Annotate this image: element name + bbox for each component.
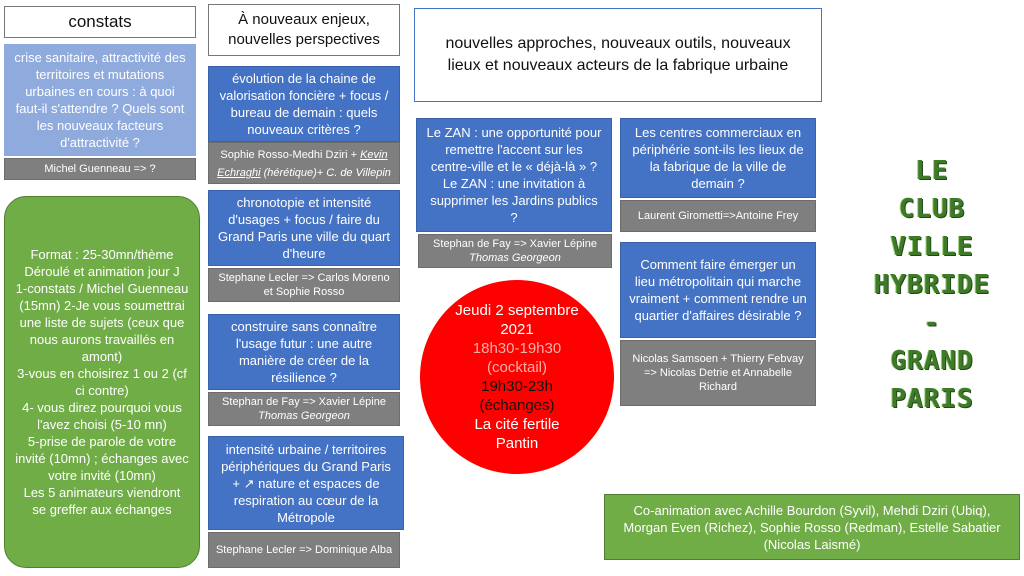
topic-6-text: Les centres commerciaux en périphérie sont-ils les lieux de la fabrique de la ville de demain ? bbox=[632, 125, 804, 191]
topic-1-speaker-guest: Kevin Echraghi bbox=[217, 149, 388, 179]
topic-1-speaker: Sophie Rosso-Medhi Dziri + bbox=[220, 149, 361, 161]
topic-2-speaker-box bbox=[208, 268, 400, 302]
topic-7-speaker-box bbox=[620, 340, 816, 406]
topic-3-speaker-box bbox=[208, 392, 400, 426]
topic-1-box bbox=[208, 66, 400, 142]
topic-5-speaker: Stephan de Fay => Xavier Lépine bbox=[433, 238, 597, 250]
topic-2-text: chronotopie et intensité d'usages + focus / faire du Grand Paris une ville du quart d'heure bbox=[218, 195, 390, 261]
format-line: 5-prise de parole de votre invité (10mn) ; échanges avec votre invité (10mn) bbox=[15, 434, 189, 483]
enjeux-title: À nouveaux enjeux, nouvelles perspectives bbox=[228, 11, 380, 48]
logo-line: LE bbox=[915, 156, 949, 186]
logo-line: - bbox=[923, 308, 941, 338]
approches-title-box bbox=[414, 8, 822, 102]
format-line: 3-vous en choisirez 1 ou 2 (cf ci contre) bbox=[17, 366, 187, 398]
coanimation-box bbox=[604, 494, 1020, 560]
logo-line: GRAND bbox=[890, 346, 974, 376]
format-line: Déroulé et animation jour J bbox=[24, 264, 180, 279]
topic-6-speaker: Laurent Girometti=>Antoine Frey bbox=[637, 210, 799, 222]
club-logo bbox=[858, 140, 1006, 430]
topic-5-box bbox=[416, 118, 612, 232]
constats-box bbox=[4, 44, 196, 156]
constats-title: constats bbox=[68, 12, 132, 31]
topic-7-speaker: Nicolas Samsoen + Thierry Febvay => Nicolas Detrie et Annabelle Richard bbox=[632, 353, 804, 393]
logo-line: VILLE bbox=[890, 232, 974, 262]
topic-3-box bbox=[208, 314, 400, 390]
topic-1-text: évolution de la chaine de valorisation foncière + focus / bureau de demain : quels nouveaux critères ? bbox=[219, 71, 389, 137]
format-line: 1-constats / Michel Guenneau (15mn) 2-Je vous soumettrai une liste de sujets (ceux que nous aurons travaillés en amont) bbox=[15, 281, 189, 364]
topic-7-box bbox=[620, 242, 816, 338]
topic-5-speaker-guest: Thomas Georgeon bbox=[469, 252, 561, 264]
constats-text: crise sanitaire, attractivité des territoires et mutations urbaines en cours : à quoi faut-il s'attendre ? Quels sont les nouveaux facteurs d'attractivité ? bbox=[14, 50, 186, 150]
topic-2-speaker: Stephane Lecler => Carlos Moreno et Sophie Rosso bbox=[218, 272, 390, 298]
event-cocktail: 18h30-19h30 (cocktail) bbox=[472, 340, 562, 376]
topic-4-speaker: Stephane Lecler => Dominique Alba bbox=[215, 544, 393, 556]
logo-line: CLUB bbox=[898, 194, 966, 224]
constats-speaker-box bbox=[4, 158, 196, 180]
event-place: La cité fertile Pantin bbox=[474, 416, 560, 452]
topic-3-text: construire sans connaître l'usage futur : une autre manière de créer de la résilience ? bbox=[231, 319, 377, 385]
topic-6-speaker-box bbox=[620, 200, 816, 232]
topic-7-text: Comment faire émerger un lieu métropolitain qui marche vraiment + comment rendre un quartier d'affaires désirable ? bbox=[629, 257, 807, 323]
topic-5-speaker-box bbox=[418, 234, 612, 268]
topic-4-text: intensité urbaine / territoires périphériques du Grand Paris + ↗ nature et espaces de respiration au cœur de la Métropole bbox=[221, 441, 391, 525]
event-date: Jeudi 2 septembre 2021 bbox=[455, 302, 579, 338]
format-line: 4- vous direz pourquoi vous l'avez choisi (5-10 mn) bbox=[22, 400, 182, 432]
topic-6-box bbox=[620, 118, 816, 198]
coanimation-text: Co-animation avec Achille Bourdon (Syvil), Mehdi Dziri (Ubiq), Morgan Even (Richez), Sophie Rosso (Redman), Estelle Sabatier (Nicolas Laismé) bbox=[623, 502, 1001, 552]
event-circle bbox=[420, 280, 614, 474]
format-line: Format : 25-30mn/thème bbox=[30, 247, 174, 262]
topic-1-speaker-rest: (hérétique)+ C. de Villepin bbox=[263, 167, 391, 179]
topic-4-box bbox=[208, 436, 404, 530]
constats-speaker: Michel Guenneau => ? bbox=[44, 163, 156, 175]
enjeux-title-box bbox=[208, 4, 400, 56]
constats-title-box bbox=[4, 6, 196, 38]
topic-5-text: Le ZAN : une opportunité pour remettre l'accent sur les centre-ville et le « déjà-là » ? Le ZAN : une invitation à supprimer les Jardins publics ? bbox=[426, 125, 602, 225]
event-exchanges: 19h30-23h (échanges) bbox=[479, 378, 555, 414]
logo-line: HYBRIDE bbox=[873, 270, 991, 300]
format-box bbox=[4, 196, 200, 568]
topic-4-speaker-box bbox=[208, 532, 400, 568]
topic-3-speaker-guest: Thomas Georgeon bbox=[258, 410, 350, 422]
topic-1-speaker-box bbox=[208, 142, 400, 184]
topic-3-speaker: Stephan de Fay => Xavier Lépine bbox=[222, 396, 386, 408]
logo-line: PARIS bbox=[890, 384, 974, 414]
approches-title: nouvelles approches, nouveaux outils, nouveaux lieux et nouveaux acteurs de la fabrique urbaine bbox=[445, 35, 791, 74]
format-line: Les 5 animateurs viendront se greffer aux échanges bbox=[23, 485, 181, 517]
topic-2-box bbox=[208, 190, 400, 266]
